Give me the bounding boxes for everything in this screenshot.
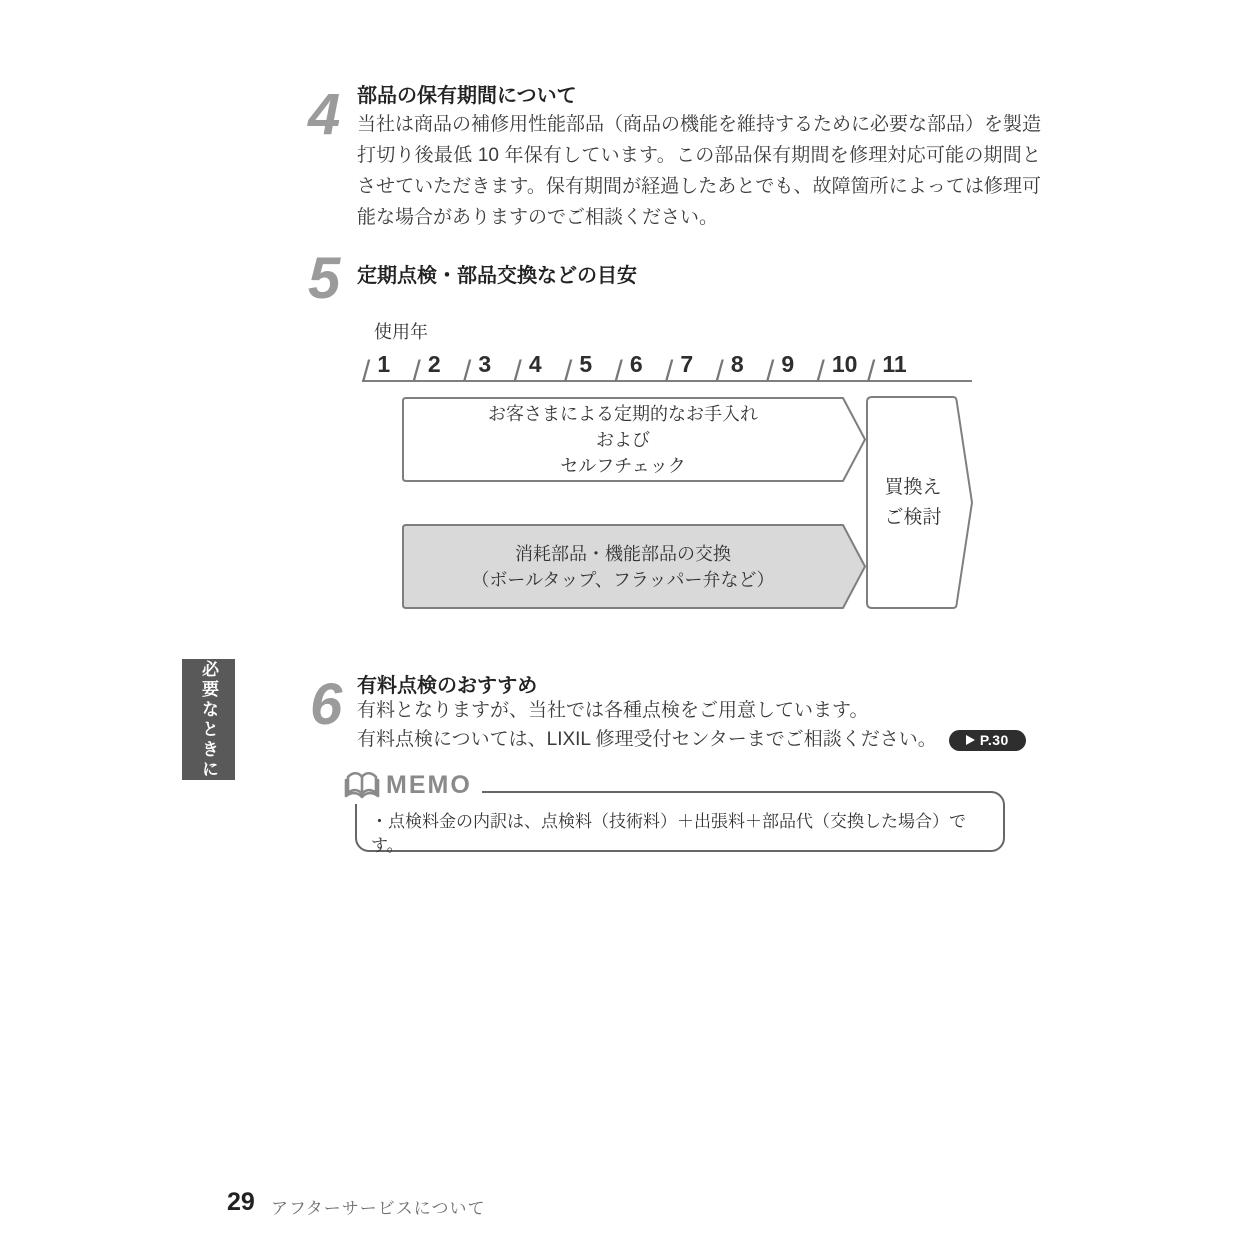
year-tick	[867, 351, 918, 388]
year-tick	[463, 351, 514, 388]
year-tick	[564, 351, 615, 388]
footer-title: アフターサービスについて	[271, 1199, 486, 1218]
step-6-line2: 有料点検については、LIXIL 修理受付センターまでご相談ください。	[357, 729, 937, 750]
tick-slash: /	[816, 355, 825, 388]
tick-slash: /	[362, 355, 371, 388]
tick-slash: /	[766, 355, 775, 388]
consider-replacement-line2: ご検討	[884, 506, 942, 528]
year-tick	[665, 351, 716, 388]
tick-slash: /	[715, 355, 724, 388]
timeline-axis-label: 使用年	[374, 322, 428, 342]
customer-care-line2: および	[596, 429, 650, 450]
page-ref-label: P.30	[979, 732, 1009, 749]
step-4-body: 当社は商品の補修用性能部品（商品の機能を維持するために必要な部品）を製造打切り後最低 10 年保有しています。この部品保有期間を修理対応可能の期間とさせていただきます。保有期間が経過したあとでも、故障箇所によっては修理可能な場合がありますのでご相談ください。	[357, 114, 1042, 228]
step-6-numeral: 6	[310, 672, 341, 737]
year-label: 10	[831, 351, 858, 377]
customer-care-box	[403, 398, 843, 481]
year-label: 6	[629, 351, 643, 377]
page-number: 29	[227, 1188, 255, 1216]
year-tick	[816, 351, 868, 388]
consider-replacement-box	[867, 397, 959, 608]
year-tick	[614, 351, 666, 388]
tick-slash: /	[614, 355, 623, 388]
year-tick	[715, 351, 767, 388]
year-tick	[513, 351, 565, 388]
step-6-title: 有料点検のおすすめ	[357, 675, 538, 697]
year-tick	[362, 351, 413, 388]
sidebar-tab-when-needed: 必要なときに	[182, 659, 235, 780]
step-4-numeral: 4	[308, 82, 339, 147]
year-tick	[412, 351, 464, 388]
parts-replacement-line2: （ボールタップ、フラッパー弁など）	[471, 569, 775, 590]
customer-care-line3: セルフチェック	[560, 455, 686, 476]
year-label: 1	[377, 351, 391, 377]
memo-text: ・点検料金の内訳は、点検料（技術料）＋出張料＋部品代（交換した場合）です。	[371, 812, 966, 855]
customer-care-line1: お客さまによる定期的なお手入れ	[488, 403, 758, 424]
memo-heading: MEMO	[386, 770, 472, 799]
year-label: 7	[680, 351, 694, 377]
play-triangle-icon	[966, 735, 975, 745]
year-tick	[766, 351, 817, 388]
step-6-line1: 有料となりますが、当社では各種点検をご用意しています。	[357, 700, 869, 721]
page-ref-badge-p30[interactable]	[949, 730, 1026, 751]
step-4-title: 部品の保有期間について	[357, 85, 577, 107]
step-6-line2-row	[357, 728, 1026, 753]
step-5-numeral: 5	[308, 246, 339, 311]
tick-slash: /	[564, 355, 573, 388]
tick-slash: /	[513, 355, 522, 388]
year-label: 5	[579, 351, 593, 377]
usage-years-timeline	[362, 346, 972, 388]
step-5-title: 定期点検・部品交換などの目安	[357, 265, 637, 287]
year-label: 3	[478, 351, 492, 377]
memo-header	[344, 766, 482, 804]
maintenance-diagram	[400, 392, 980, 614]
year-label: 8	[730, 351, 744, 377]
year-label: 9	[781, 351, 795, 377]
tick-slash: /	[867, 355, 876, 388]
year-label: 11	[882, 351, 907, 377]
year-label: 4	[528, 351, 542, 377]
tick-slash: /	[463, 355, 472, 388]
tick-slash: /	[412, 355, 421, 388]
open-book-icon	[344, 770, 380, 800]
consider-replacement-line1: 買換え	[884, 476, 942, 498]
tick-slash: /	[665, 355, 674, 388]
parts-replacement-box	[403, 525, 843, 608]
parts-replacement-line1: 消耗部品・機能部品の交換	[515, 543, 731, 564]
year-label: 2	[427, 351, 441, 377]
